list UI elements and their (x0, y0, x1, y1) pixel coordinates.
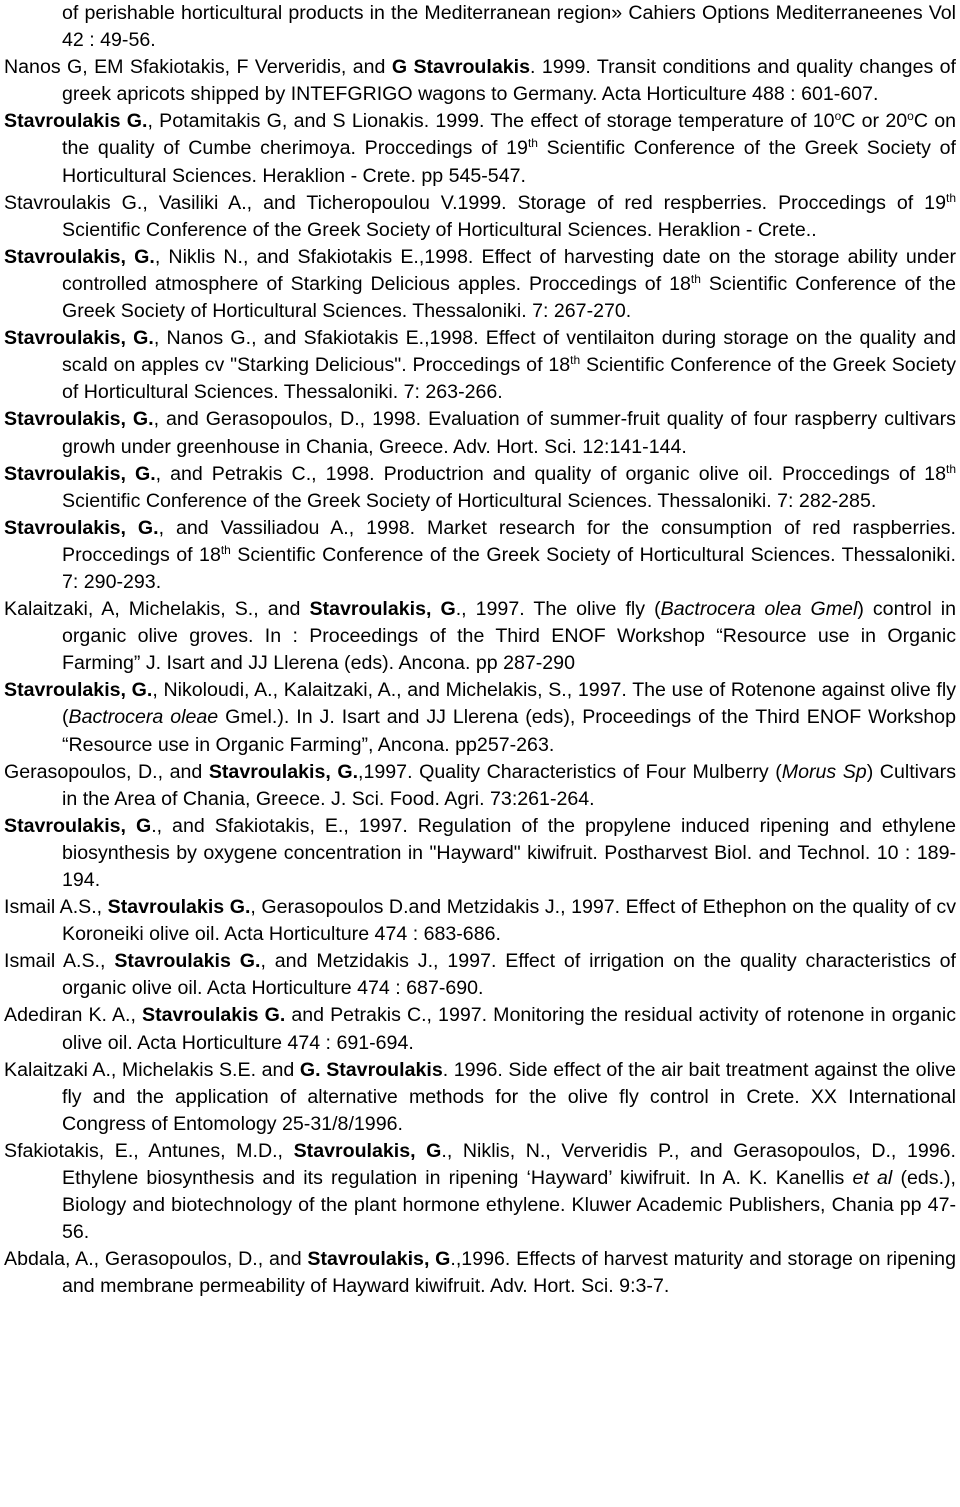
bold-author-name: Stavroulakis G. (4, 110, 148, 133)
bold-author-name: Stavroulakis, G. (4, 408, 154, 431)
reference-entry (4, 596, 956, 677)
bold-author-name: Stavroulakis, G. (4, 516, 159, 539)
reference-entry (4, 406, 956, 460)
reference-text: ) control in organic olive groves. In : Proceedings of the Third ENOF Workshop “Resource use in Organic Farming” J. Isart and JJ Llerena (eds). Ancona. pp 287-290 (62, 598, 956, 675)
superscript-text: th (690, 271, 701, 286)
reference-text: ) Cultivars in the Area of Chania, Greece. J. Sci. Food. Agri. 73:261-264. (62, 760, 957, 810)
reference-text: Gmel.). In J. Isart and JJ Llerena (eds), Proceedings of the Third ENOF Workshop “Resource use in Organic Farming”, Ancona. pp257-263. (62, 706, 956, 756)
superscript-text: th (527, 136, 538, 151)
italic-text: et al (852, 1167, 893, 1190)
italic-text: Morus Sp (781, 760, 867, 783)
italic-text: Bactrocera olea Gmel (660, 598, 858, 621)
bold-author-name: Stavroulakis, G (4, 814, 152, 837)
bold-author-name: G Stavroulakis (391, 56, 530, 79)
reference-text: Ismail A.S., (4, 950, 115, 973)
reference-entry (4, 1002, 956, 1056)
reference-text: ., and Sfakiotakis, E., 1997. Regulation of the propylene induced ripening and ethylene biosynthesis by oxygene concentration in "Hayward" kiwifruit. Postharvest Biol. and Technol. 10 : 189-194. (62, 814, 956, 891)
reference-entry (4, 515, 956, 596)
bold-author-name: Stavroulakis G. (114, 950, 261, 973)
superscript-text: o (834, 109, 842, 124)
bold-author-name: Stavroulakis, G (309, 598, 456, 621)
reference-entry (4, 677, 956, 758)
reference-text: Scientific Conference of the Greek Society of Horticultural Sciences. Thessaloniki. 7: 263-266. (62, 354, 956, 404)
superscript-text: th (220, 542, 231, 557)
reference-entry (4, 759, 956, 813)
reference-entry (4, 244, 956, 325)
reference-text: C or 20 (841, 110, 908, 133)
bold-author-name: Stavroulakis G. (107, 896, 251, 919)
reference-text: , Nikoloudi, A., Kalaitzaki, A., and Michelakis, S., 1997. The use of Rotenone against olive fly ( (62, 679, 956, 729)
bold-author-name: Stavroulakis, G. (4, 679, 153, 702)
reference-entry (4, 0, 956, 54)
reference-text: ., 1997. The olive fly ( (455, 598, 661, 621)
reference-text: , and Metzidakis J., 1997. Effect of irrigation on the quality characteristics of organic olive oil. Acta Horticulture 474 : 687-690. (62, 950, 956, 1000)
reference-text: Gerasopoulos, D., and (4, 760, 209, 783)
reference-text: (eds.), Biology and biotechnology of the plant hormone ethylene. Kluwer Academic Publishers, Chania pp 47-56. (62, 1167, 956, 1244)
bold-author-name: Stavroulakis G. (142, 1004, 286, 1027)
reference-text: C on the quality of Cumbe cherimoya. Proccedings of 19 (62, 110, 956, 160)
reference-text: , and Vassiliadou A., 1998. Market research for the consumption of red raspberries. Proccedings of 18 (62, 516, 956, 566)
reference-entry (4, 1138, 956, 1246)
reference-text: ,1997. Quality Characteristics of Four Mulberry ( (358, 760, 782, 783)
reference-text: Adediran K. A., (4, 1004, 143, 1027)
reference-entry (4, 108, 956, 189)
reference-text: , and Gerasopoulos, D., 1998. Evaluation of summer-fruit quality of four raspberry cultivars growh under greenhouse in Chania, Greece. Adv. Hort. Sci. 12:141-144. (62, 408, 956, 458)
bold-author-name: Stavroulakis, G. (4, 245, 155, 268)
reference-entry (4, 325, 956, 406)
reference-list (4, 0, 956, 1301)
reference-entry (4, 1246, 956, 1300)
reference-text: and Petrakis C., 1997. Monitoring the residual activity of rotenone in organic olive oil. Acta Horticulture 474 : 691-694. (62, 1004, 956, 1054)
reference-text: .,1996. Effects of harvest maturity and storage on ripening and membrane permeability of Hayward kiwifruit. Adv. Hort. Sci. 9:3-7. (62, 1248, 956, 1298)
reference-text: Sfakiotakis, E., Antunes, M.D., (4, 1139, 294, 1162)
reference-text: Abdala, A., Gerasopoulos, D., and (4, 1248, 308, 1271)
reference-entry (4, 948, 956, 1002)
reference-text: ., Niklis, N., Ververidis P., and Gerasopoulos, D., 1996. Ethylene biosynthesis and its regulation in ripening ‘Hayward’ kiwifruit. In A. K. Kanellis (62, 1139, 956, 1190)
superscript-text: o (907, 109, 914, 124)
reference-text: Nanos G, EM Sfakiotakis, F Ververidis, and (4, 56, 392, 79)
reference-text: , and Petrakis C., 1998. Productrion and quality of organic olive oil. Proccedings of 18 (155, 462, 946, 485)
reference-entry (4, 1057, 956, 1138)
reference-text: Stavroulakis G., Vasiliki A., and Ticheropoulou V.1999. Storage of red respberries. Proccedings of 19 (4, 191, 946, 214)
bold-author-name: Stavroulakis, G. (4, 327, 154, 350)
reference-entry (4, 894, 956, 948)
reference-entry (4, 190, 956, 244)
italic-text: Bactrocera oleae (68, 706, 219, 729)
reference-text: of perishable horticultural products in the Mediterranean region» Cahiers Options Mediterraneenes Vol 42 : 49-56. (62, 2, 956, 52)
reference-text: , Niklis N., and Sfakiotakis E.,1998. Effect of harvesting date on the storage ability under controlled atmosphere of Starking Delicious apples. Proccedings of 18 (62, 245, 956, 295)
reference-text: Scientific Conference of the Greek Society of Horticultural Sciences. Thessaloniki. 7: 282-285. (62, 489, 877, 512)
reference-text: . 1996. Side effect of the air bait treatment against the olive fly and the application of alternative methods for the olive fly control in Crete. XX International Congress of Entomology 25-31/8/1996. (62, 1058, 956, 1135)
reference-text: Kalaitzaki, A, Michelakis, S., and (4, 598, 310, 621)
reference-text: Kalaitzaki A., Michelakis S.E. and (4, 1058, 300, 1081)
reference-text: , Nanos G., and Sfakiotakis E.,1998. Effect of ventilaiton during storage on the quality and scald on apples cv "Starking Delicious". Proccedings of 18 (62, 327, 956, 377)
superscript-text: th (570, 353, 581, 368)
bold-author-name: G. Stavroulakis (299, 1058, 443, 1081)
reference-text: Scientific Conference of the Greek Society of Horticultural Sciences. Thessaloniki. 7: 267-270. (62, 272, 956, 323)
superscript-text: th (945, 190, 956, 205)
reference-text: Scientific Conference of the Greek Society of Horticultural Sciences. Heraklion - Crete. pp 545-547. (62, 137, 956, 187)
reference-text: Scientific Conference of the Greek Society of Horticultural Sciences. Heraklion - Crete.. (62, 218, 817, 241)
bold-author-name: Stavroulakis, G (293, 1139, 442, 1162)
reference-entry (4, 813, 956, 894)
reference-entry (4, 461, 956, 515)
reference-text: , Gerasopoulos D.and Metzidakis J., 1997. Effect of Ethephon on the quality of cv Koroneiki olive oil. Acta Horticulture 474 : 683-686. (62, 896, 956, 946)
bold-author-name: Stavroulakis, G (307, 1248, 451, 1271)
reference-entry (4, 54, 956, 108)
reference-text: Ismail A.S., (4, 896, 108, 919)
superscript-text: th (945, 461, 956, 476)
reference-text: . 1999. Transit conditions and quality changes of greek apricots shipped by INTEFGRIGO wagons to Germany. Acta Horticulture 488 : 601-607. (62, 56, 957, 106)
bold-author-name: Stavroulakis, G. (208, 760, 359, 783)
reference-text: Scientific Conference of the Greek Society of Horticultural Sciences. Thessaloniki. 7: 290-293. (62, 543, 956, 593)
reference-text: , Potamitakis G, and S Lionakis. 1999. The effect of storage temperature of 10 (147, 110, 835, 133)
bold-author-name: Stavroulakis, G. (4, 462, 156, 485)
